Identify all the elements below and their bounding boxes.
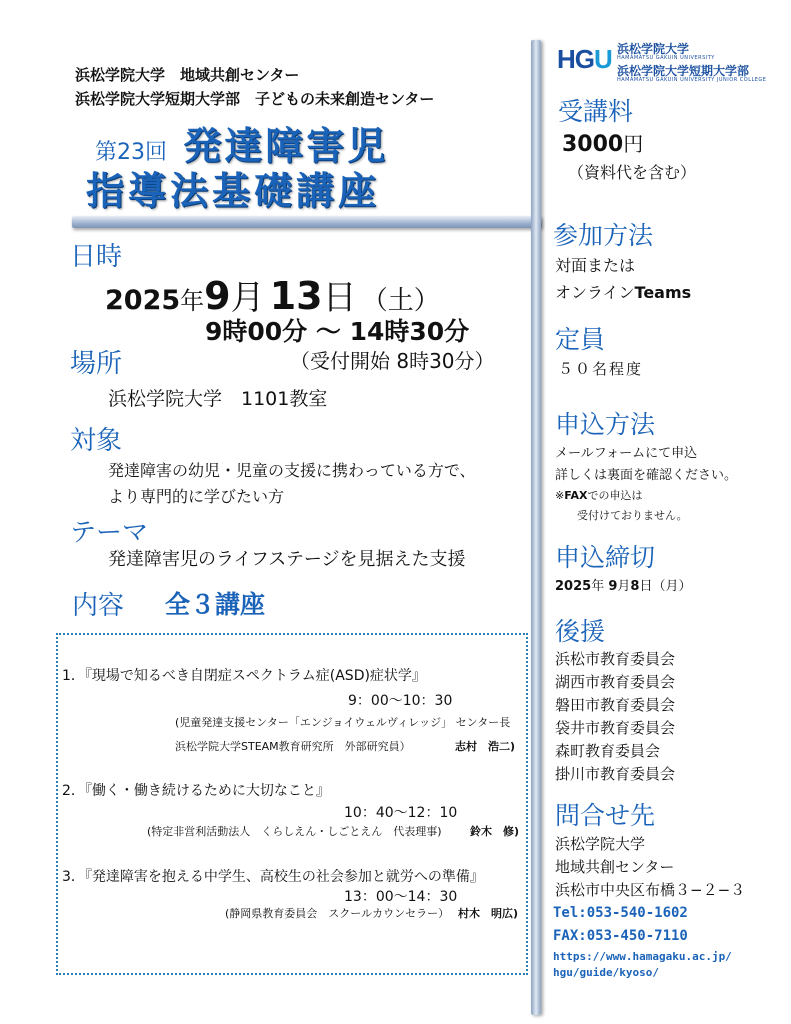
fee-note: （資料代を含む） — [568, 163, 697, 182]
support-item: 湖西市教育委員会 — [555, 673, 676, 691]
lecture-1-affiliation-1: (児童発達支援センター「エンジョイウェルヴィレッジ」 センター長 — [175, 716, 511, 729]
logo-university-name-en: HAMAMATSU GAKUIN UNIVERSITY — [617, 55, 715, 61]
datetime-heading: 日時 — [70, 242, 123, 272]
place-text: 浜松学院大学 1101教室 — [108, 388, 328, 410]
deadline-heading: 申込締切 — [555, 543, 656, 572]
support-heading: 後援 — [555, 617, 606, 646]
place-heading: 場所 — [70, 349, 123, 379]
lecture-3-speaker: 村木 明広) — [458, 907, 519, 920]
apply-note-2: 受付けておりません。 — [577, 509, 688, 522]
theme-heading: テーマ — [70, 518, 149, 548]
title-underline — [72, 216, 542, 228]
capacity-heading: 定員 — [555, 325, 606, 354]
org-line-2: 浜松学院大学短期大学部 子どもの未来創造センター — [75, 90, 435, 108]
logo-university-name: 浜松学院大学 — [617, 42, 690, 56]
theme-text: 発達障害児のライフステージを見据えた支援 — [108, 549, 466, 570]
apply-line-2: 詳しくは裏面を確認ください。 — [555, 468, 738, 483]
reception-time: （受付開始 8時30分） — [290, 349, 495, 373]
lecture-2-affiliation: (特定非営利活動法人 くらしえん・しごとえん 代表理事) — [147, 825, 442, 838]
contact-fax: FAX:053-450-7110 — [553, 928, 688, 944]
contact-url-line-1[interactable]: https://www.hamagaku.ac.jp/ — [553, 950, 732, 963]
support-item: 森町教育委員会 — [555, 742, 661, 760]
support-item: 磐田市教育委員会 — [555, 696, 676, 714]
support-item: 浜松市教育委員会 — [555, 650, 676, 668]
contact-line-3: 浜松市中央区布橋３−２−３ — [555, 881, 746, 899]
contact-address — [555, 833, 745, 902]
method-heading: 参加方法 — [553, 221, 654, 250]
support-list — [555, 648, 675, 786]
target-line-1: 発達障害の幼児・児童の支援に携わっている方で、 — [108, 461, 476, 480]
method-line-1: 対面または — [555, 256, 636, 275]
date-month-suffix: 月 — [230, 278, 265, 318]
fee-amount: 3000円 — [562, 132, 644, 157]
capacity-text: ５０名程度 — [558, 360, 644, 378]
vertical-divider — [531, 40, 541, 1015]
event-time: 9時00分 ～ 14時30分 — [205, 317, 470, 346]
logo-college-name-en: HAMAMATSU GAKUIN UNIVERSITY JUNIOR COLLEGE — [617, 77, 767, 83]
support-item: 袋井市教育委員会 — [555, 719, 676, 737]
date-month: 9 — [204, 274, 231, 318]
title-line-2: 指導法基礎講座 — [86, 169, 381, 213]
date-day: 13 — [269, 274, 323, 318]
lecture-2-title: 2．『働く・働き続けるために大切なこと』 — [62, 783, 330, 799]
org-line-1: 浜松学院大学 地域共創センター — [75, 66, 300, 84]
content-subtitle: 全３講座 — [165, 590, 266, 619]
target-heading: 対象 — [70, 426, 123, 456]
lecture-2-speaker: 鈴木 修) — [470, 825, 520, 838]
fee-heading: 受講料 — [558, 97, 634, 126]
date-day-suffix: 日 — [322, 278, 357, 318]
edition-label: 第23回 — [95, 140, 167, 165]
contact-line-1: 浜松学院大学 — [555, 835, 646, 853]
logo-college-name: 浜松学院大学短期大学部 — [617, 64, 750, 78]
lecture-1-time: 9：00～10：30 — [348, 693, 453, 709]
deadline-date: 2025年 9月8日（月） — [555, 579, 692, 594]
date-weekday: （土） — [361, 286, 440, 316]
target-line-2: より専門的に学びたい方 — [108, 487, 285, 506]
lecture-1-affiliation-2: 浜松学院大学STEAM教育研究所 外部研究員） — [175, 740, 411, 753]
lecture-2-time: 10：40～12：10 — [344, 805, 458, 821]
lecture-3-affiliation: (静岡県教育委員会 スクールカウンセラー） — [225, 907, 450, 920]
apply-note-1: ※FAXでの申込は — [555, 489, 643, 502]
lecture-1-title: 1．『現場で知るべき自閉症スペクトラム症(ASD)症状学』 — [62, 668, 426, 684]
contact-heading: 問合せ先 — [555, 801, 656, 830]
support-item: 掛川市教育委員会 — [555, 765, 676, 783]
date-year: 2025 — [105, 285, 181, 316]
hgu-logo-icon: HGU — [557, 44, 612, 74]
method-line-2: オンラインTeams — [555, 283, 692, 302]
content-heading: 内容 — [72, 591, 125, 621]
lecture-1-speaker: 志村 浩二) — [455, 740, 516, 753]
contact-url-line-2[interactable]: hgu/guide/kyoso/ — [553, 966, 659, 979]
lecture-3-time: 13：00～14：30 — [344, 889, 458, 905]
contact-tel: Tel:053-540-1602 — [553, 905, 688, 921]
contact-line-2: 地域共創センター — [555, 858, 675, 876]
title-text-1: 発達障害児 — [183, 124, 389, 168]
date-year-suffix: 年 — [180, 287, 205, 315]
apply-line-1: メールフォームにて申込 — [555, 446, 698, 461]
lecture-3-title: 3．『発達障害を抱える中学生、高校生の社会参加と就労への準備』 — [62, 869, 484, 885]
apply-heading: 申込方法 — [555, 410, 656, 439]
